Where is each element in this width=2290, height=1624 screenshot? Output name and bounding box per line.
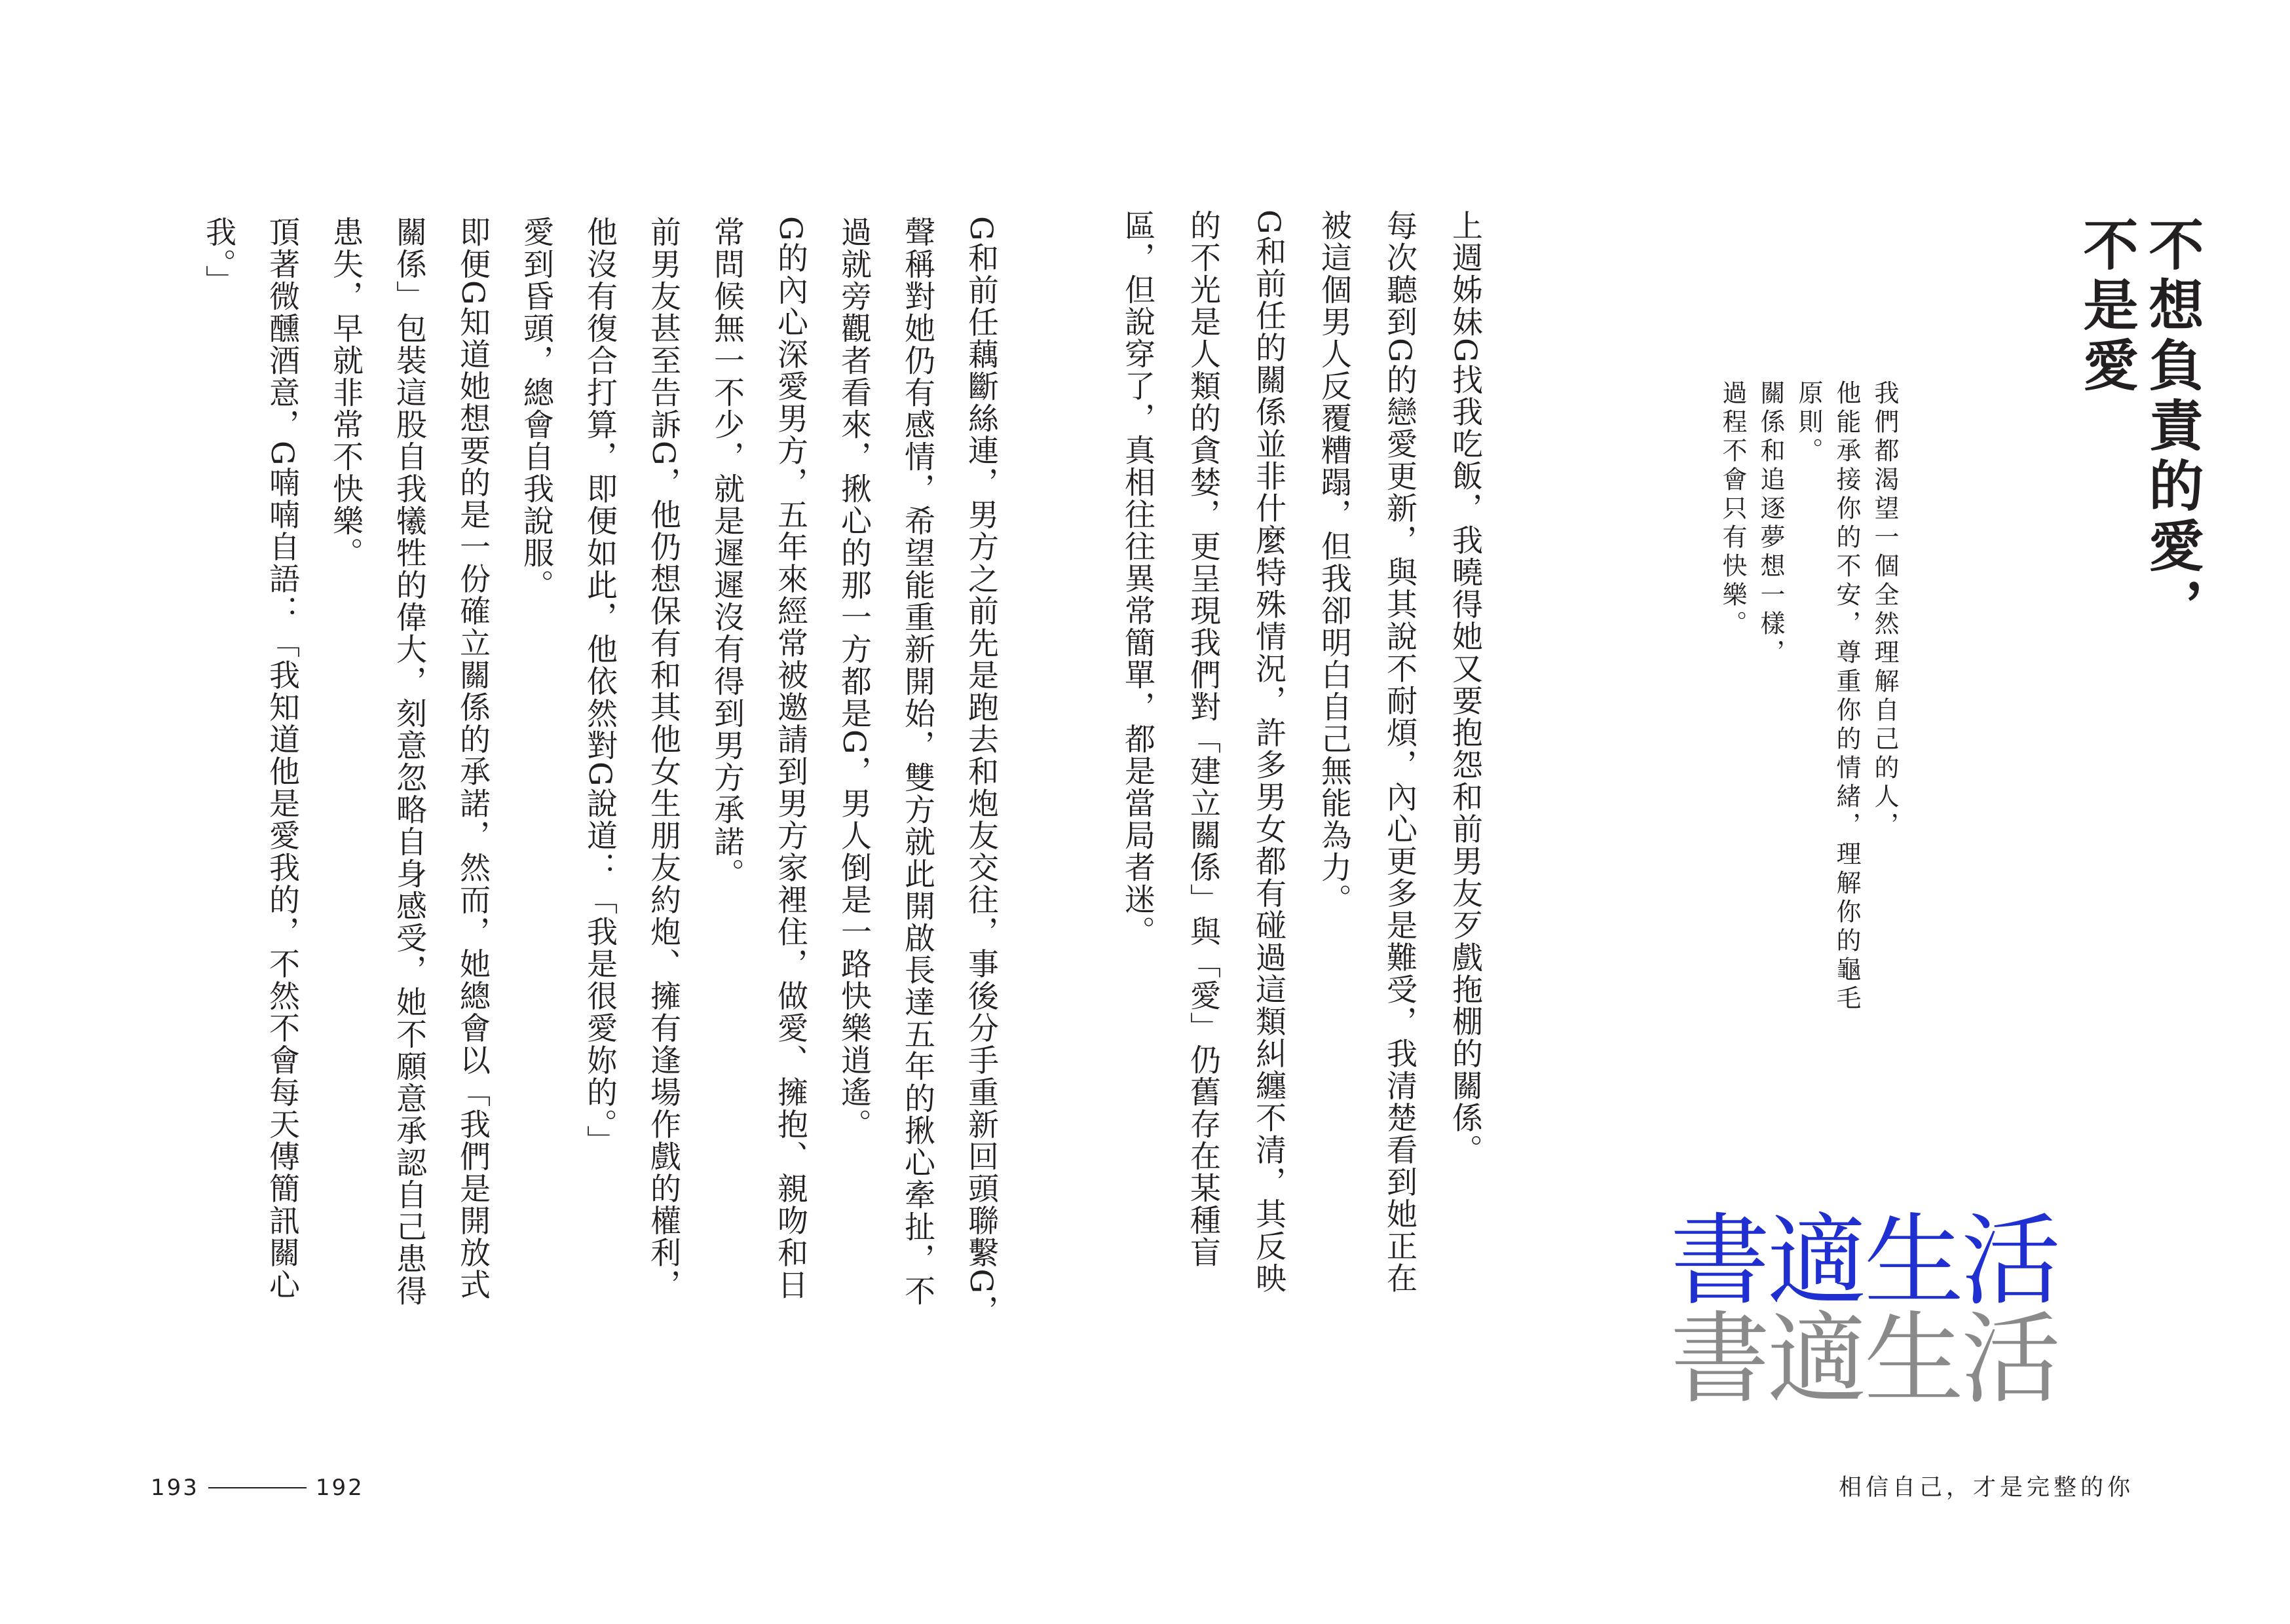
left-page-body-text: G和前任藕斷絲連，男方之前先是跑去和炮友交往，事後分手重新回頭聯繫G，聲稱對她仍有感情，希望能重新開始，雙方就此開啟長達五年的揪心牽扯，不過就旁觀者看來，揪心的那一方都是G，男人倒是一路快樂逍遙。 G的內心深愛男方，五年來經常被邀請到男方家裡住，做愛、擁抱、親吻和日常問候無一不少，就是遲遲沒有得到男方承諾。 前男友甚至告訴G，他仍想保有和其他女生朋友約炮、擁有逢場作戲的權利，他沒有復合打算，即便如此，他依然對G說道：「我是很愛妳的。」 愛到昏頭，總會自我說服。 即便G知道她想要的是一份確立關係的承諾，然而，她總會以「我們是開放式關係」包裝這股自我犧牲的偉大，刻意忽略自身感受，她不願意承認自己患得患失，早就非常不快樂。 頂著微醺酒意，G喃喃自語：「我知道他是愛我的，不然不會每天傳簡訊關心我。」 [200, 216, 999, 1327]
page-numbers [151, 1473, 364, 1502]
page-number-right: 192 [315, 1475, 364, 1501]
right-page-body-text: 上週姊妹G找我吃飯，我曉得她又要抱怨和前男友歹戲拖棚的關係。 每次聽到G的戀愛更新，與其說不耐煩，內心更多是難受，我清楚看到她正在被這個男人反覆糟蹋，但我卻明白自己無能為力。 G和前任的關係並非什麼特殊情況，許多男女都有碰過這類糾纏不清，其反映的不光是人類的貪婪，更呈現我們對「建立關係」與「愛」仍舊存在某種盲區，但說穿了，真相往往異常簡單，都是當局者迷。 [1119, 210, 1483, 1295]
page-number-left: 193 [151, 1475, 199, 1501]
epigraph: 我們都渴望一個全然理解自己的人， 他能承接你的不安，尊重你的情緒，理解你的龜毛原則。 關係和追逐夢想一樣， 過程不會只有快樂。 [1718, 380, 1899, 1014]
chapter-title: 不想負責的愛， 不是愛 [2074, 216, 2205, 638]
running-title: 相信自己，才是完整的你 [1838, 1475, 2134, 1501]
brand-logo-gray: 書適生活 [1670, 1301, 2058, 1417]
brand-logo-blue: 書適生活 [1670, 1203, 2058, 1319]
page-number-divider [208, 1487, 307, 1488]
